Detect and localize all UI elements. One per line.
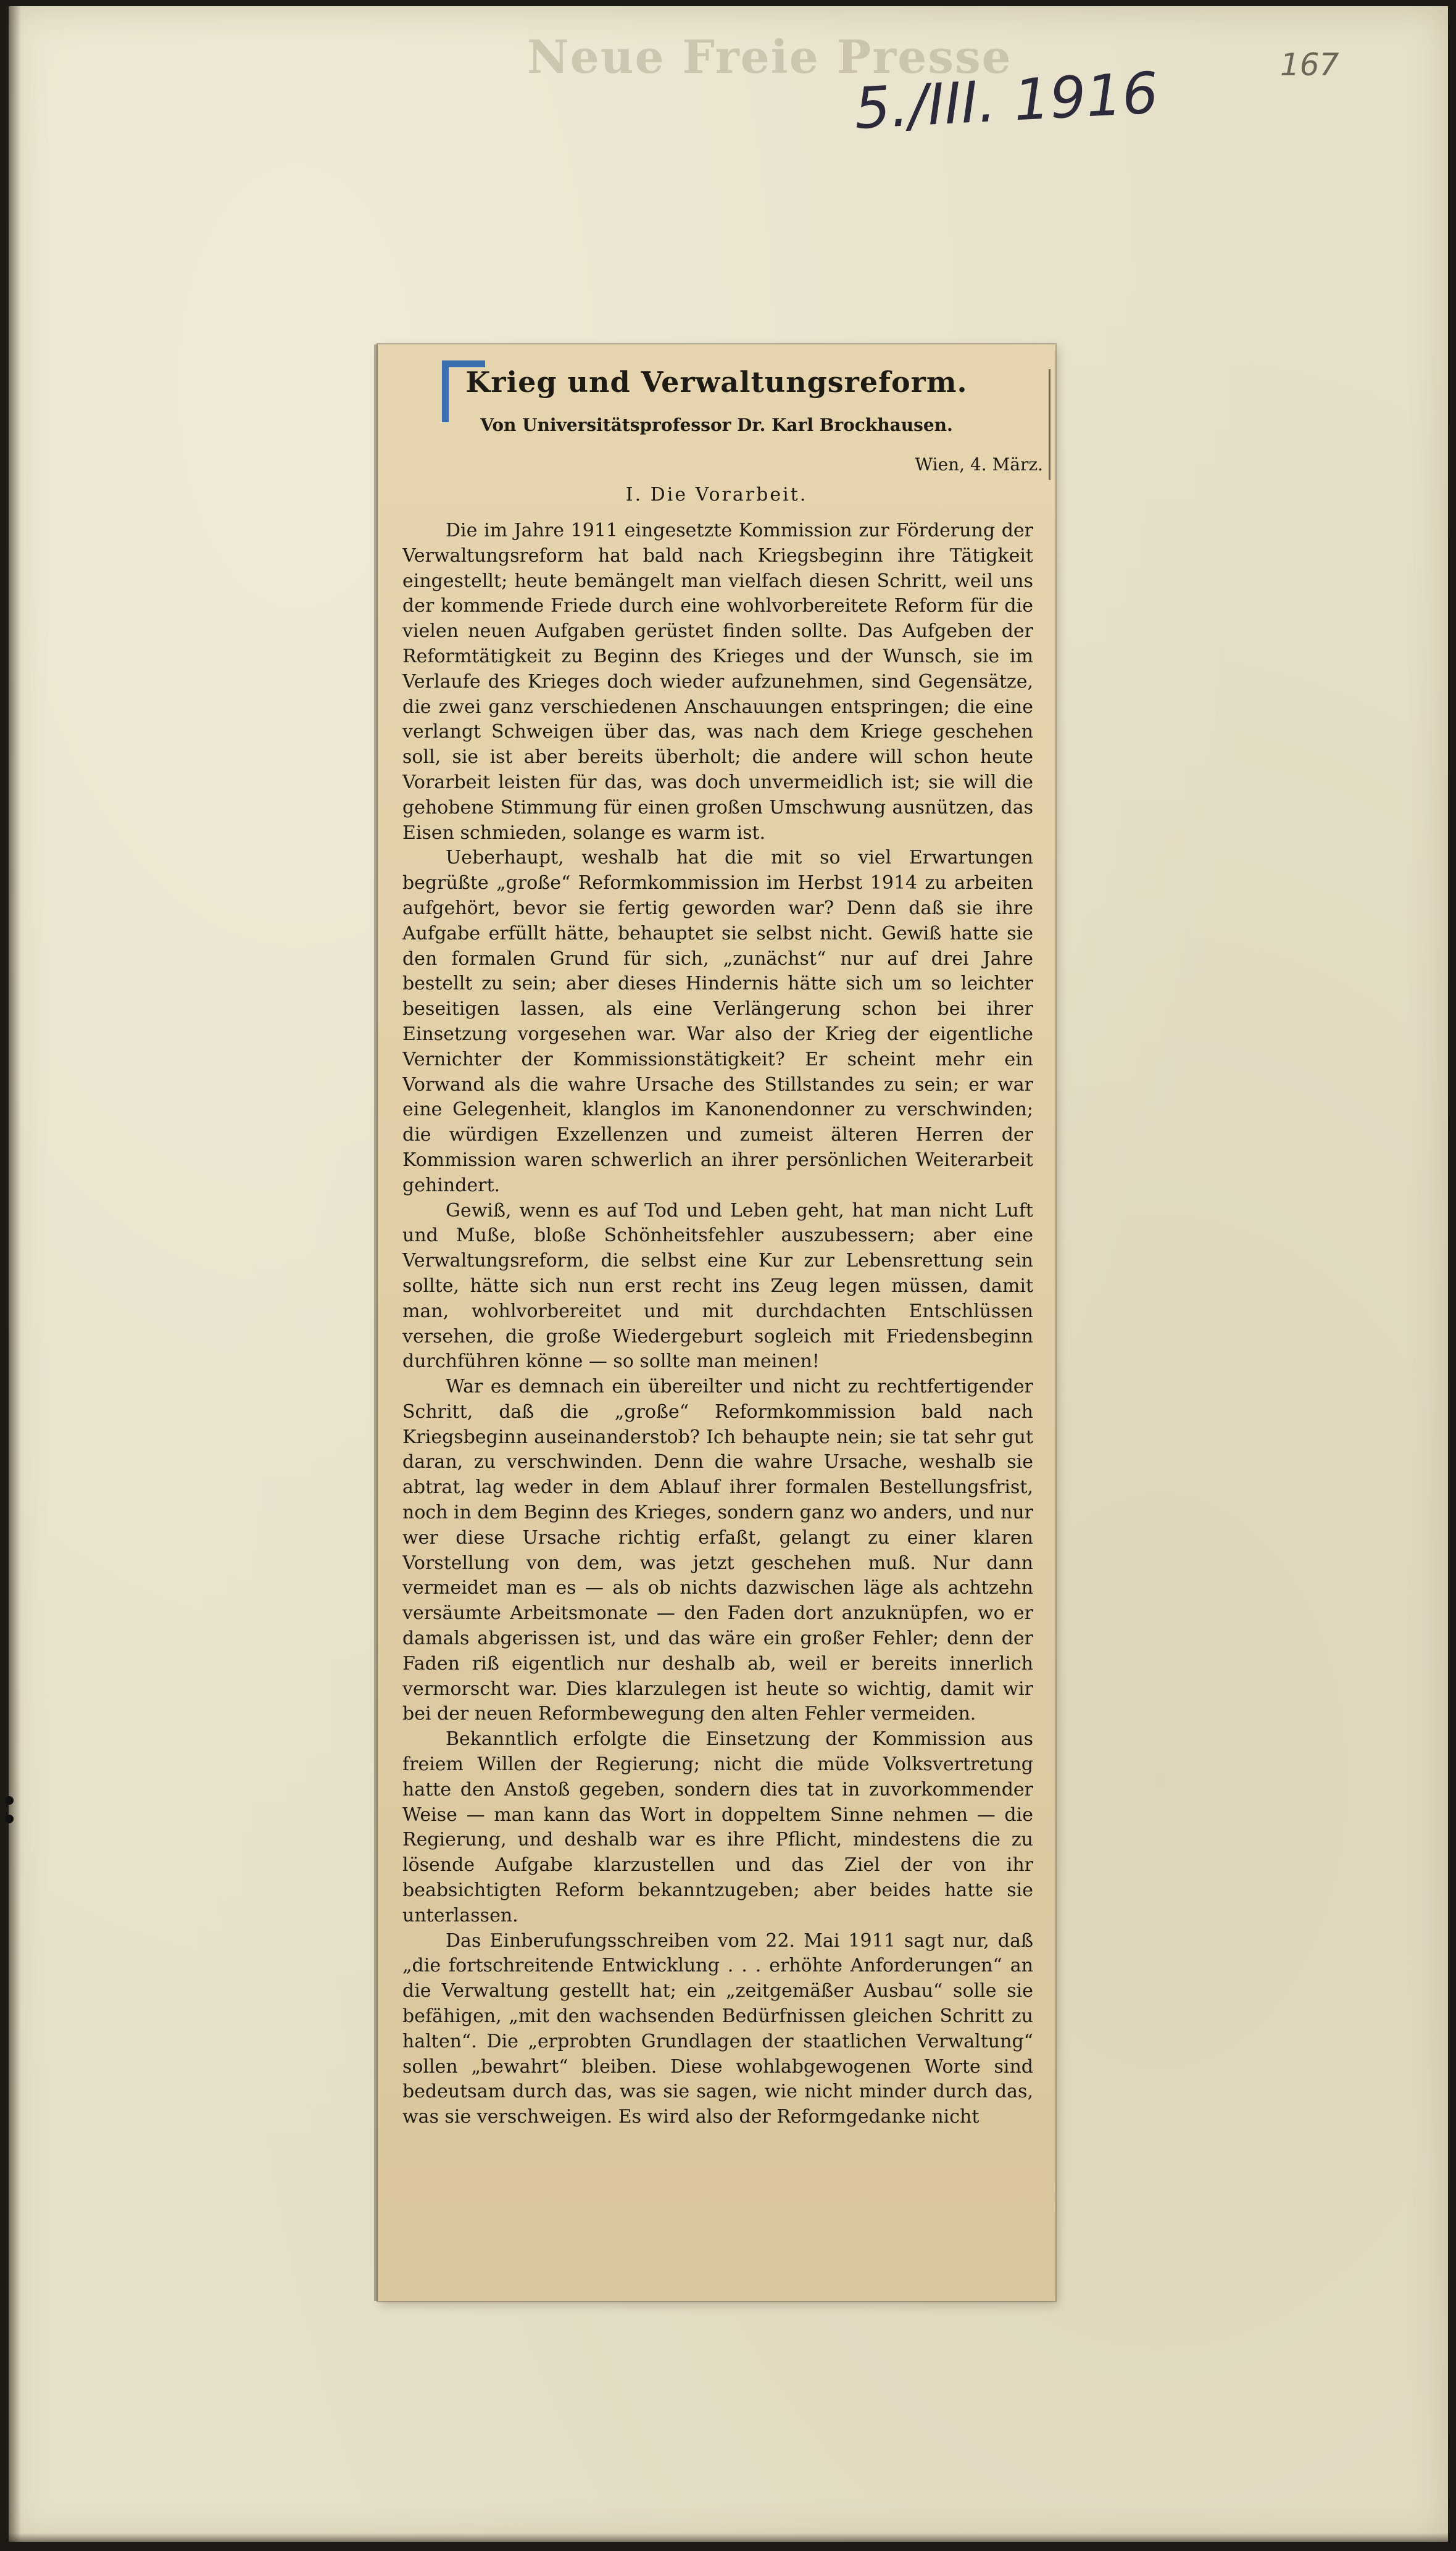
article-dateline: Wien, 4. März. — [915, 454, 1043, 475]
folio-number: 167 — [1280, 47, 1339, 83]
article-paragraph: Bekanntlich erfolgte die Einsetzung der Kommission aus freiem Willen der Regierung; nicht die müde Volksvertretung hatte den Anstoß gegeben, sondern dies tat in zuvorkommender Weise — man kann das Wort in doppeltem Sinne nehmen — die Regierung, und deshalb war es ihre Pflicht, mindestens die zu lösende Aufgabe klarzustellen und das Ziel der von ihr beabsichtigten Reform bekanntzugeben; aber beides hatte sie unterlassen. — [402, 1728, 1033, 1926]
section-heading: I. Die Vorarbeit. — [625, 484, 808, 506]
binding-holes — [5, 1796, 23, 1833]
article-paragraph: Das Einberufungsschreiben vom 22. Mai 1911 sagt nur, daß „die fortschreitende Entwicklung . . . erhöhte Anforderungen“ an die Verwaltung gestellt hat; ein „zeitgemäßer Ausbau“ solle sie befähigen, „mit den wachsenden Bedürfnissen gleichen Schritt zu halten“. Die „erprobten Grundlagen der staatlichen Verwaltung“ sollen „bewahrt“ bleiben. Diese wohlabgewogenen Worte sind bedeutsam durch das, was sie sagen, wie nicht minder durch das, was sie verschweigen. Es wird also der Reformgedanke nicht — [402, 1929, 1033, 2128]
newspaper-stamp: Neue Freie Presse — [527, 31, 1012, 84]
article-paragraph: War es demnach ein übereilter und nicht zu rechtfertigender Schritt, daß die „große“ Reformkommission bald nach Kriegsbeginn auseinanderstob? Ich behaupte nein; sie tat sehr gut daran, zu verschwinden. Denn die wahre Ursache, weshalb sie abtrat, lag weder in dem Ablauf ihrer formalen Bestellungsfrist, noch in dem Beginn des Krieges, sondern ganz wo anders, und nur wer diese Ursache richtig erfaßt, gelangt zu einer klaren Vorstellung von dem, was jetzt geschehen muß. Nur dann vermeidet man es — als ob nichts dazwischen läge als achtzehn versäumte Arbeitsmonate — den Faden dort anzuknüpfen, wo er damals abgerissen ist, und das wäre ein großer Fehler; denn der Faden riß eigentlich nur deshalb ab, weil er bereits innerlich vermorscht war. Dies klarzulegen ist heute so wichtig, damit wir bei der neuen Reformbewegung den alten Fehler vermeiden. — [402, 1376, 1033, 1725]
sheet-shadow-left — [9, 6, 21, 2542]
sheet-shadow-bottom — [9, 2533, 1448, 2542]
clipping-edge — [374, 344, 378, 2301]
newspaper-clipping — [378, 344, 1055, 2301]
article-byline: Von Universitätsprofessor Dr. Karl Brockhausen. — [480, 415, 953, 435]
article-paragraph: Ueberhaupt, weshalb hat die mit so viel Erwartungen begrüßte „große“ Reformkommission im Herbst 1914 zu arbeiten aufgehört, bevor sie fertig geworden war? Denn daß sie ihre Aufgabe erfüllt hätte, behauptet sie selbst nicht. Gewiß hatte sie den formalen Grund für sich, „zunächst“ nur auf drei Jahre bestellt zu sein; aber dieses Hindernis hätte sich um so leichter beseitigen lassen, als eine Verlängerung schon bei ihrer Einsetzung vorgesehen war. War also der Krieg der eigentliche Vernichter der Kommissionstätigkeit? Er scheint mehr ein Vorwand als die wahre Ursache des Stillstandes zu sein; er war eine Gelegenheit, klanglos im Kanonendonner zu verschwinden; die würdigen Exzellenzen und zumeist älteren Herren der Kommission waren schwerlich an ihrer persönlichen Weiterarbeit gehindert. — [402, 847, 1033, 1196]
article-paragraph: Gewiß, wenn es auf Tod und Leben geht, hat man nicht Luft und Muße, bloße Schönheitsfehler auszubessern; aber eine Verwaltungsreform, die selbst eine Kur zur Lebensrettung sein sollte, hätte sich nun erst recht ins Zeug legen müssen, damit man, wohlvorbereitet und mit durchdachten Entschlüssen versehen, die große Wiedergeburt sogleich mit Friedensbeginn durchführen könne — so sollte man meinen! — [402, 1199, 1033, 1373]
article-paragraph: Die im Jahre 1911 eingesetzte Kommission zur Förderung der Verwaltungsreform hat bald nach Kriegsbeginn ihre Tätigkeit eingestellt; heute bemängelt man vielfach diesen Schritt, weil uns der kommende Friede durch eine wohlvorbereitete Reform für die vielen neuen Aufgaben gerüstet finden sollte. Das Aufgeben der Reformtätigkeit zu Beginn des Krieges und der Wunsch, sie im Verlaufe des Krieges doch wieder aufzunehmen, sind Gegensätze, die zwei ganz verschiedenen Anschauungen entspringen; die eine verlangt Schweigen über das, was nach dem Kriege geschehen soll, sie ist aber bereits überholt; die andere will schon heute Vorarbeit leisten für das, was doch unvermeidlich ist; sie will die gehobene Stimmung für einen großen Umschwung ausnützen, das Eisen schmieden, solange es warm ist. — [402, 520, 1033, 844]
handwritten-date: 5./III. 1916 — [852, 60, 1160, 142]
article-headline: Krieg und Verwaltungsreform. — [465, 365, 968, 399]
archive-sheet — [9, 6, 1448, 2542]
article-body — [402, 518, 1033, 2284]
